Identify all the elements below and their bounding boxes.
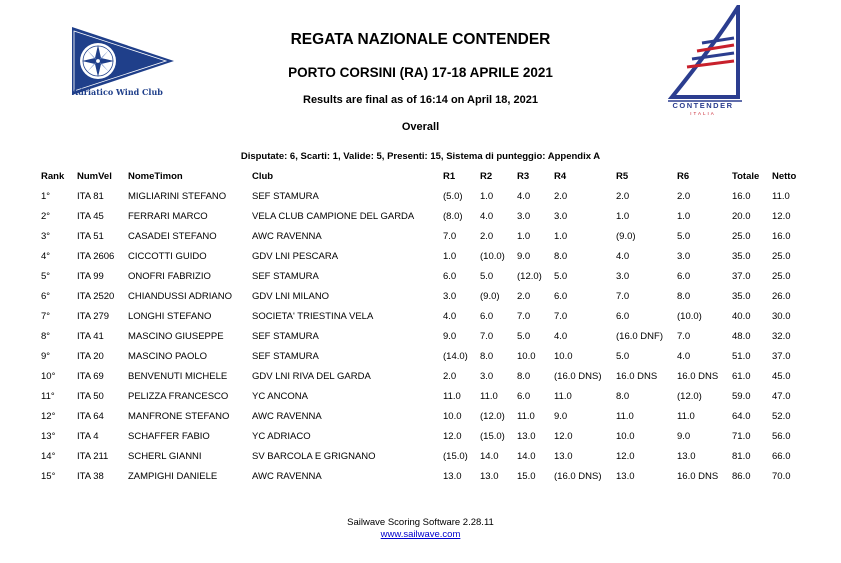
sail-number-cell: ITA 99 [77,271,104,282]
event-subtitle: PORTO CORSINI (RA) 17-18 APRILE 2021 [288,65,553,80]
helm-name-cell: MIGLIARINI STEFANO [128,191,227,202]
table-row [0,450,841,470]
table-row [0,270,841,290]
race5-cell: 1.0 [616,211,630,222]
rank-cell: 15° [41,471,56,482]
table-row [0,210,841,230]
race2-cell: 8.0 [480,351,494,362]
table-row [0,190,841,210]
race2-cell: 14.0 [480,451,499,462]
race2-cell: 11.0 [480,391,498,402]
table-row [0,290,841,310]
rank-cell: 11° [41,391,55,402]
race5-cell: 12.0 [616,451,635,462]
net-cell: 11.0 [772,191,790,202]
sail-number-cell: ITA 45 [77,211,104,222]
net-cell: 25.0 [772,271,791,282]
table-row [0,330,841,350]
race2-cell: 7.0 [480,331,494,342]
race5-cell: 16.0 DNS [616,371,658,382]
helm-name-cell: SCHAFFER FABIO [128,431,210,442]
net-cell: 66.0 [772,451,791,462]
race4-cell: 5.0 [554,271,568,282]
race5-cell: (16.0 DNF) [616,331,663,342]
race3-cell: 9.0 [517,251,531,262]
col-header: R6 [677,171,690,182]
club-cell: GDV LNI MILANO [252,291,330,302]
race6-cell: 1.0 [677,211,691,222]
rank-cell: 14° [41,451,56,462]
net-cell: 45.0 [772,371,791,382]
race1-cell: (14.0) [443,351,468,362]
table-row [0,350,841,370]
helm-name-cell: ONOFRI FABRIZIO [128,271,211,282]
race4-cell: (16.0 DNS) [554,371,602,382]
net-cell: 52.0 [772,411,791,422]
race2-cell: (10.0) [480,251,505,262]
race1-cell: 6.0 [443,271,457,282]
race5-cell: 3.0 [616,271,630,282]
race3-cell: 1.0 [517,231,531,242]
section-title: Overall [401,121,440,133]
col-header: Netto [772,171,797,182]
sail-number-cell: ITA 69 [77,371,104,382]
race5-cell: 13.0 [616,471,635,482]
table-row [0,390,841,410]
race4-cell: 4.0 [554,331,568,342]
race6-cell: 5.0 [677,231,691,242]
sail-number-cell: ITA 38 [77,471,104,482]
rank-cell: 1° [41,191,51,202]
race2-cell: 6.0 [480,311,494,322]
col-header: NumVel [77,171,112,182]
race3-cell: 10.0 [517,351,536,362]
race6-cell: 11.0 [677,411,695,422]
total-cell: 40.0 [732,311,751,322]
col-header: NomeTimon [128,171,183,182]
race5-cell: 4.0 [616,251,630,262]
race1-cell: 3.0 [443,291,457,302]
club-cell: SEF STAMURA [252,331,319,342]
net-cell: 56.0 [772,431,791,442]
sail-number-cell: ITA 211 [77,451,109,462]
race5-cell: (9.0) [616,231,636,242]
race6-cell: 6.0 [677,271,691,282]
total-cell: 81.0 [732,451,751,462]
table-row [0,250,841,270]
race4-cell: 8.0 [554,251,568,262]
sail-number-cell: ITA 20 [77,351,104,362]
race2-cell: 1.0 [480,191,494,202]
series-info: Disputate: 6, Scarti: 1, Valide: 5, Presenti: 15, Sistema di punteggio: Appendix A [240,151,601,162]
helm-name-cell: CICCOTTI GUIDO [128,251,207,262]
rank-cell: 6° [41,291,51,302]
race5-cell: 6.0 [616,311,630,322]
total-cell: 61.0 [732,371,751,382]
race4-cell: 2.0 [554,191,568,202]
race1-cell: (5.0) [443,191,463,202]
col-header: R4 [554,171,567,182]
club-cell: GDV LNI PESCARA [252,251,339,262]
col-header: R5 [616,171,629,182]
contender-logo [664,5,746,105]
sail-number-cell: ITA 4 [77,431,99,442]
race5-cell: 5.0 [616,351,630,362]
helm-name-cell: MASCINO PAOLO [128,351,208,362]
total-cell: 20.0 [732,211,751,222]
race5-cell: 10.0 [616,431,635,442]
brand-name: CONTENDER [672,101,734,110]
race4-cell: (16.0 DNS) [554,471,602,482]
sail-number-cell: ITA 50 [77,391,104,402]
helm-name-cell: BENVENUTI MICHELE [128,371,228,382]
race3-cell: 4.0 [517,191,531,202]
race3-cell: 2.0 [517,291,531,302]
footer-software: Sailwave Scoring Software 2.28.11 [347,517,494,528]
race1-cell: 4.0 [443,311,457,322]
sail-number-cell: ITA 51 [77,231,104,242]
club-cell: AWC RAVENNA [252,411,322,422]
race1-cell: (15.0) [443,451,468,462]
race1-cell: 13.0 [443,471,462,482]
race4-cell: 1.0 [554,231,568,242]
club-cell: SOCIETA' TRIESTINA VELA [252,311,374,322]
net-cell: 30.0 [772,311,791,322]
race6-cell: 16.0 DNS [677,471,719,482]
race4-cell: 10.0 [554,351,573,362]
total-cell: 35.0 [732,251,751,262]
sail-number-cell: ITA 64 [77,411,104,422]
race5-cell: 8.0 [616,391,630,402]
helm-name-cell: MANFRONE STEFANO [128,411,230,422]
net-cell: 70.0 [772,471,791,482]
race2-cell: 5.0 [480,271,494,282]
race2-cell: (12.0) [480,411,505,422]
total-cell: 71.0 [732,431,751,442]
table-header-row [0,170,841,190]
sail-number-cell: ITA 41 [77,331,104,342]
footer-link-wrap [0,529,841,540]
race4-cell: 11.0 [554,391,572,402]
helm-name-cell: PELIZZA FRANCESCO [128,391,229,402]
sail-number-cell: ITA 2520 [77,291,115,302]
race5-cell: 11.0 [616,411,634,422]
club-cell: AWC RAVENNA [252,231,322,242]
race3-cell: 15.0 [517,471,536,482]
race1-cell: 2.0 [443,371,457,382]
race4-cell: 7.0 [554,311,568,322]
club-cell: YC ANCONA [252,391,308,402]
club-cell: GDV LNI RIVA DEL GARDA [252,371,371,382]
club-cell: VELA CLUB CAMPIONE DEL GARDA [252,211,415,222]
race3-cell: 6.0 [517,391,531,402]
sail-number-cell: ITA 2606 [77,251,115,262]
race6-cell: 8.0 [677,291,691,302]
race4-cell: 3.0 [554,211,568,222]
club-cell: SEF STAMURA [252,271,319,282]
race4-cell: 6.0 [554,291,568,302]
col-header: Totale [732,171,760,182]
results-status: Results are final as of 16:14 on April 18, 2021 [303,94,538,106]
helm-name-cell: SCHERL GIANNI [128,451,202,462]
rank-cell: 8° [41,331,51,342]
race2-cell: 3.0 [480,371,494,382]
rank-cell: 9° [41,351,51,362]
helm-name-cell: FERRARI MARCO [128,211,208,222]
race1-cell: 1.0 [443,251,457,262]
total-cell: 25.0 [732,231,751,242]
helm-name-cell: LONGHI STEFANO [128,311,212,322]
rank-cell: 5° [41,271,51,282]
race4-cell: 12.0 [554,431,573,442]
club-cell: SEF STAMURA [252,351,319,362]
race1-cell: 9.0 [443,331,457,342]
race6-cell: 4.0 [677,351,691,362]
helm-name-cell: ZAMPIGHI DANIELE [128,471,218,482]
race6-cell: 3.0 [677,251,691,262]
total-cell: 37.0 [732,271,751,282]
race3-cell: (12.0) [517,271,542,282]
race5-cell: 7.0 [616,291,630,302]
table-row [0,230,841,250]
race4-cell: 13.0 [554,451,573,462]
race6-cell: 7.0 [677,331,691,342]
race6-cell: 9.0 [677,431,691,442]
race3-cell: 5.0 [517,331,531,342]
race1-cell: 10.0 [443,411,462,422]
total-cell: 16.0 [732,191,751,202]
brand-subtitle: ITALIA [690,111,716,116]
race2-cell: 2.0 [480,231,494,242]
net-cell: 26.0 [772,291,791,302]
rank-cell: 12° [41,411,56,422]
race3-cell: 13.0 [517,431,536,442]
race3-cell: 14.0 [517,451,536,462]
sail-number-cell: ITA 279 [77,311,110,322]
race6-cell: (10.0) [677,311,702,322]
table-row [0,310,841,330]
net-cell: 12.0 [772,211,791,222]
sail-number-cell: ITA 81 [77,191,104,202]
club-cell: SV BARCOLA E GRIGNANO [252,451,376,462]
rank-cell: 7° [41,311,51,322]
race4-cell: 9.0 [554,411,568,422]
net-cell: 32.0 [772,331,791,342]
sailwave-link[interactable]: www.sailwave.com [380,529,461,540]
table-row [0,430,841,450]
total-cell: 35.0 [732,291,751,302]
race2-cell: 13.0 [480,471,499,482]
club-cell: SEF STAMURA [252,191,319,202]
race2-cell: (9.0) [480,291,500,302]
col-header: R3 [517,171,530,182]
race3-cell: 7.0 [517,311,531,322]
rank-cell: 4° [41,251,51,262]
race3-cell: 8.0 [517,371,531,382]
total-cell: 51.0 [732,351,751,362]
race1-cell: 11.0 [443,391,461,402]
total-cell: 59.0 [732,391,751,402]
col-header: Club [252,171,274,182]
club-cell: YC ADRIACO [252,431,311,442]
net-cell: 16.0 [772,231,791,242]
total-cell: 86.0 [732,471,751,482]
race1-cell: 7.0 [443,231,457,242]
page-title: REGATA NAZIONALE CONTENDER [290,31,551,48]
race3-cell: 3.0 [517,211,531,222]
helm-name-cell: MASCINO GIUSEPPE [128,331,224,342]
table-row [0,370,841,390]
rank-cell: 3° [41,231,51,242]
race5-cell: 2.0 [616,191,630,202]
rank-cell: 2° [41,211,51,222]
race2-cell: (15.0) [480,431,505,442]
net-cell: 37.0 [772,351,791,362]
total-cell: 64.0 [732,411,751,422]
rank-cell: 13° [41,431,56,442]
table-row [0,470,841,490]
race2-cell: 4.0 [480,211,494,222]
total-cell: 48.0 [732,331,751,342]
net-cell: 25.0 [772,251,791,262]
helm-name-cell: CHIANDUSSI ADRIANO [128,291,232,302]
club-name: Adriatico Wind Club [72,87,163,97]
col-header: R1 [443,171,456,182]
col-header: R2 [480,171,493,182]
net-cell: 47.0 [772,391,791,402]
race1-cell: 12.0 [443,431,462,442]
race6-cell: 2.0 [677,191,691,202]
club-cell: AWC RAVENNA [252,471,322,482]
helm-name-cell: CASADEI STEFANO [128,231,217,242]
col-header: Rank [41,171,65,182]
race3-cell: 11.0 [517,411,535,422]
race6-cell: 16.0 DNS [677,371,719,382]
race6-cell: (12.0) [677,391,702,402]
race6-cell: 13.0 [677,451,696,462]
table-row [0,410,841,430]
race1-cell: (8.0) [443,211,463,222]
rank-cell: 10° [41,371,56,382]
